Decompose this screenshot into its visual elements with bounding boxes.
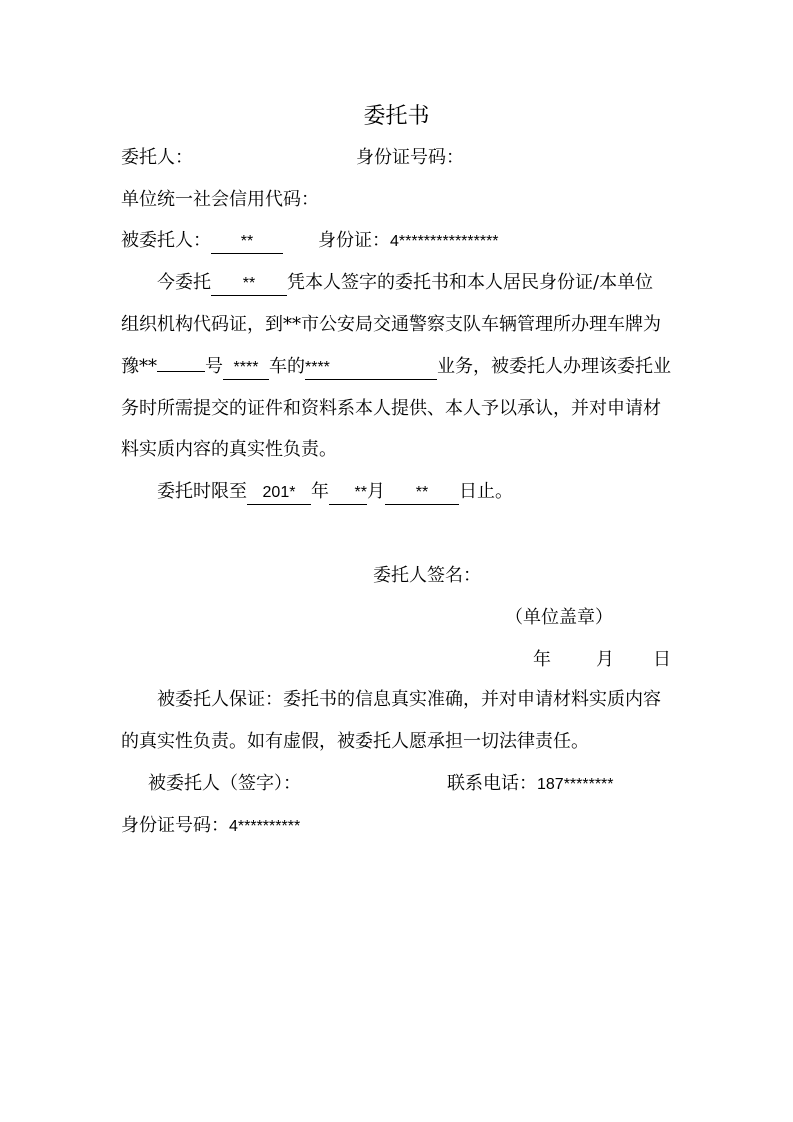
plate-number-label: 号 — [205, 356, 223, 377]
guarantee-line-2: 的真实性负责。如有虚假，被委托人愿承担一切法律责任。 — [121, 731, 589, 752]
signature-month-label: 月 — [596, 649, 614, 670]
agent-row — [121, 229, 283, 254]
agent-id-row — [318, 229, 499, 254]
principal-label: 委托人： — [121, 147, 193, 168]
body-line-5: 料实质内容的真实性负责。 — [121, 439, 337, 460]
term-year-field: 201* — [247, 482, 311, 505]
principal-id-label: 身份证号码： — [356, 147, 464, 168]
term-prefix: 委托时限至 — [157, 481, 247, 502]
term-month-field: ** — [329, 482, 367, 505]
agent-id-label: 身份证： — [318, 230, 390, 251]
footer-id-value: 4********** — [229, 818, 301, 835]
business-after: 业务，被委托人办理该委托业 — [437, 356, 671, 377]
footer-id-row — [121, 814, 300, 839]
agent-name-field: ** — [211, 231, 283, 254]
credit-code-label: 单位统一社会信用代码： — [121, 189, 319, 210]
signature-year-label: 年 — [533, 649, 551, 670]
body-line-3 — [121, 355, 671, 380]
agent-label: 被委托人： — [121, 230, 211, 251]
phone-label: 联系电话： — [447, 773, 537, 794]
signature-label: 委托人签名： — [373, 565, 481, 586]
document-title: 委托书 — [363, 104, 430, 129]
plate-prefix: 豫** — [121, 356, 157, 377]
plate-field: **** — [223, 357, 269, 380]
business-field: **** — [305, 357, 437, 380]
entrust-prefix: 今委托 — [157, 272, 211, 293]
plate-blank-field — [157, 371, 205, 372]
term-row — [157, 480, 513, 505]
phone-value: 187******** — [537, 776, 614, 793]
term-month-label: 月 — [367, 481, 385, 502]
car-label: 车的 — [269, 356, 305, 377]
body-line-1 — [157, 271, 653, 296]
term-year-label: 年 — [311, 481, 329, 502]
agent-id-value: 4**************** — [390, 233, 499, 250]
term-end-label: 日止。 — [459, 481, 513, 502]
phone-row — [447, 772, 614, 797]
footer-id-label: 身份证号码： — [121, 815, 229, 836]
signature-day-label: 日 — [653, 649, 671, 670]
entrusted-name-field: ** — [211, 273, 287, 296]
guarantee-line-1: 被委托人保证：委托书的信息真实准确，并对申请材料实质内容 — [157, 689, 661, 710]
body-line-2: 组织机构代码证，到**市公安局交通警察支队车辆管理所办理车牌为 — [121, 314, 661, 335]
term-day-field: ** — [385, 482, 459, 505]
body-line-4: 务时所需提交的证件和资料系本人提供、本人予以承认，并对申请材 — [121, 398, 661, 419]
entrust-after: 凭本人签字的委托书和本人居民身份证/本单位 — [287, 272, 654, 293]
agent-sign-label: 被委托人（签字）： — [148, 773, 301, 794]
seal-label: （单位盖章） — [505, 607, 613, 628]
